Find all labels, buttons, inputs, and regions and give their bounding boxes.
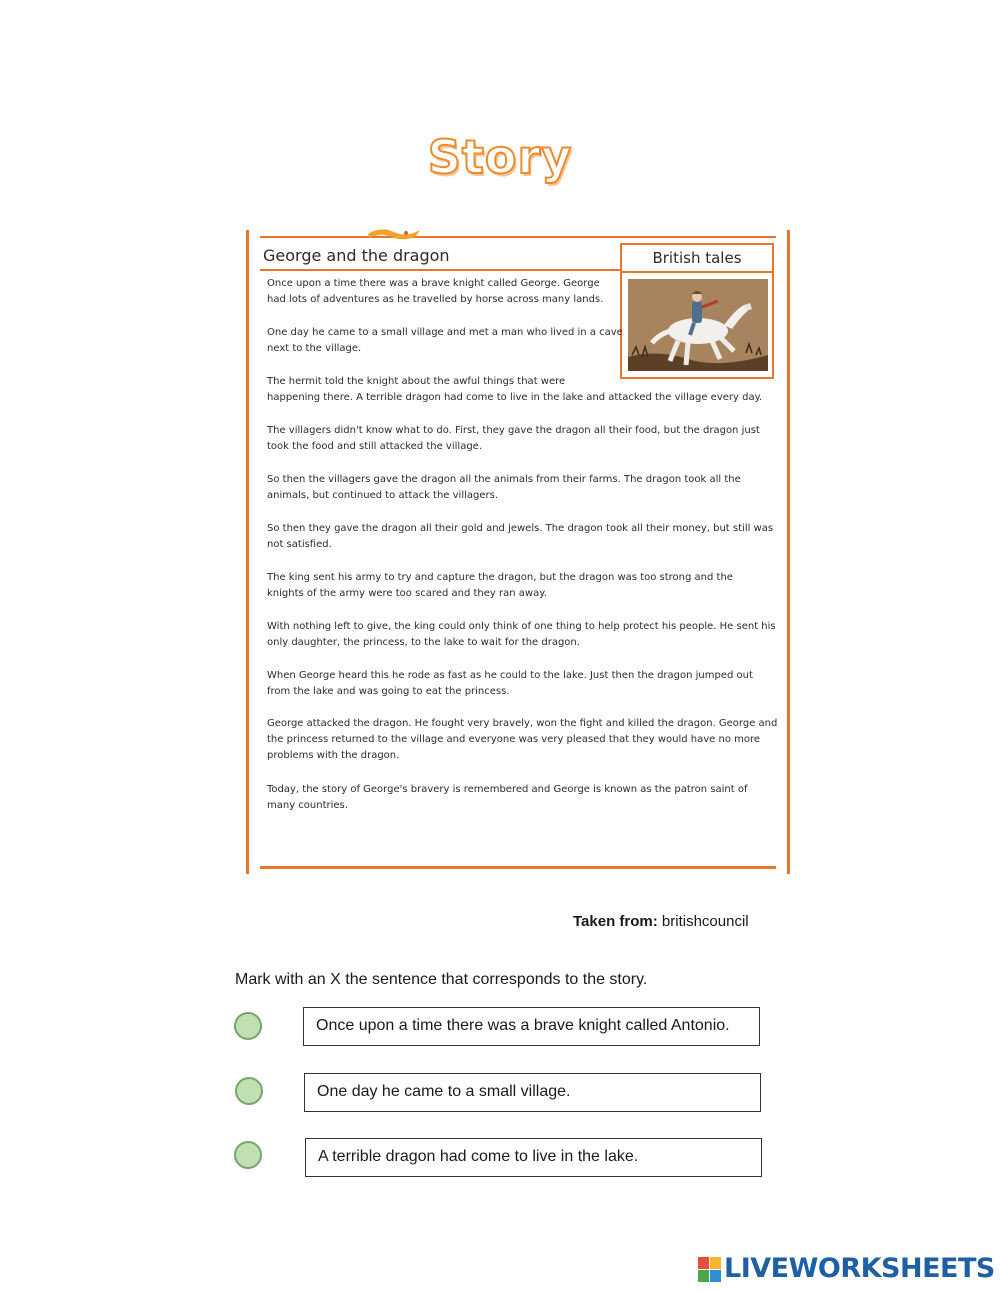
answer-option-2[interactable]: One day he came to a small village.	[304, 1073, 761, 1112]
page-title: Story	[427, 130, 573, 184]
dragon-tail-icon	[366, 226, 422, 240]
story-panel	[246, 226, 790, 874]
answer-option-1[interactable]: Once upon a time there was a brave knight called Antonio.	[303, 1007, 760, 1046]
knight-horse-image	[628, 279, 768, 371]
story-paragraph-7: The king sent his army to try and capture the dragon, but the dragon was too strong and the knights of the army were too scared and they ran away.	[267, 572, 733, 599]
story-paragraph-3: The hermit told the knight about the awful things that were happening there. A terrible dragon had come to live in the lake and attacked the village every day.	[267, 376, 763, 403]
panel-border-left	[246, 230, 249, 874]
story-paragraph-8: With nothing left to give, the king could only think of one thing to help protect his people. He sent his only daughter, the princess, to the lake to wait for the dragon.	[267, 621, 776, 648]
story-paragraph-9: When George heard this he rode as fast as he could to the lake. Just then the dragon jumped out from the lake and was going to eat the princess.	[267, 670, 753, 697]
panel-border-bottom	[260, 866, 776, 869]
answer-option-3[interactable]: A terrible dragon had come to live in the lake.	[305, 1138, 762, 1177]
panel-border-top	[260, 236, 776, 238]
source-label: Taken from:	[573, 913, 658, 930]
logo-blocks-icon	[698, 1257, 722, 1283]
logo-text: LIVEWORKSHEETS	[724, 1253, 995, 1284]
exercise-instruction: Mark with an X the sentence that corresponds to the story.	[235, 971, 648, 988]
answer-radio-1[interactable]	[234, 1012, 262, 1040]
source-credit	[573, 913, 749, 930]
story-paragraph-2: One day he came to a small village and met a man who lived in a cave next to the village.	[267, 327, 623, 354]
answer-radio-3[interactable]	[234, 1141, 262, 1169]
story-paragraph-6: So then they gave the dragon all their gold and jewels. The dragon took all their money, but still was not satisfied.	[267, 523, 774, 550]
source-value: britishcouncil	[661, 913, 749, 930]
story-paragraph-1: Once upon a time there was a brave knight called George. George had lots of adventures as he travelled by horse across many lands.	[267, 278, 604, 305]
story-paragraph-5: So then the villagers gave the dragon all the animals from their farms. The dragon took all the animals, but continued to attack the villagers.	[267, 474, 741, 501]
story-paragraph-11: Today, the story of George's bravery is remembered and George is known as the patron saint of many countries.	[267, 784, 748, 811]
story-paragraph-10: George attacked the dragon. He fought very bravely, won the fight and killed the dragon. George and the princess returned to the village and everyone was very pleased that they would have no more problems with the dragon.	[267, 718, 778, 761]
panel-border-right	[787, 230, 790, 874]
story-title: George and the dragon	[263, 246, 450, 265]
story-paragraph-4: The villagers didn't know what to do. First, they gave the dragon all their food, but the dragon just took the food and still attacked the village.	[267, 425, 760, 452]
tag-label: British tales	[622, 245, 772, 273]
tag-box	[620, 243, 774, 379]
title-divider	[260, 269, 622, 271]
answer-radio-2[interactable]	[235, 1077, 263, 1105]
